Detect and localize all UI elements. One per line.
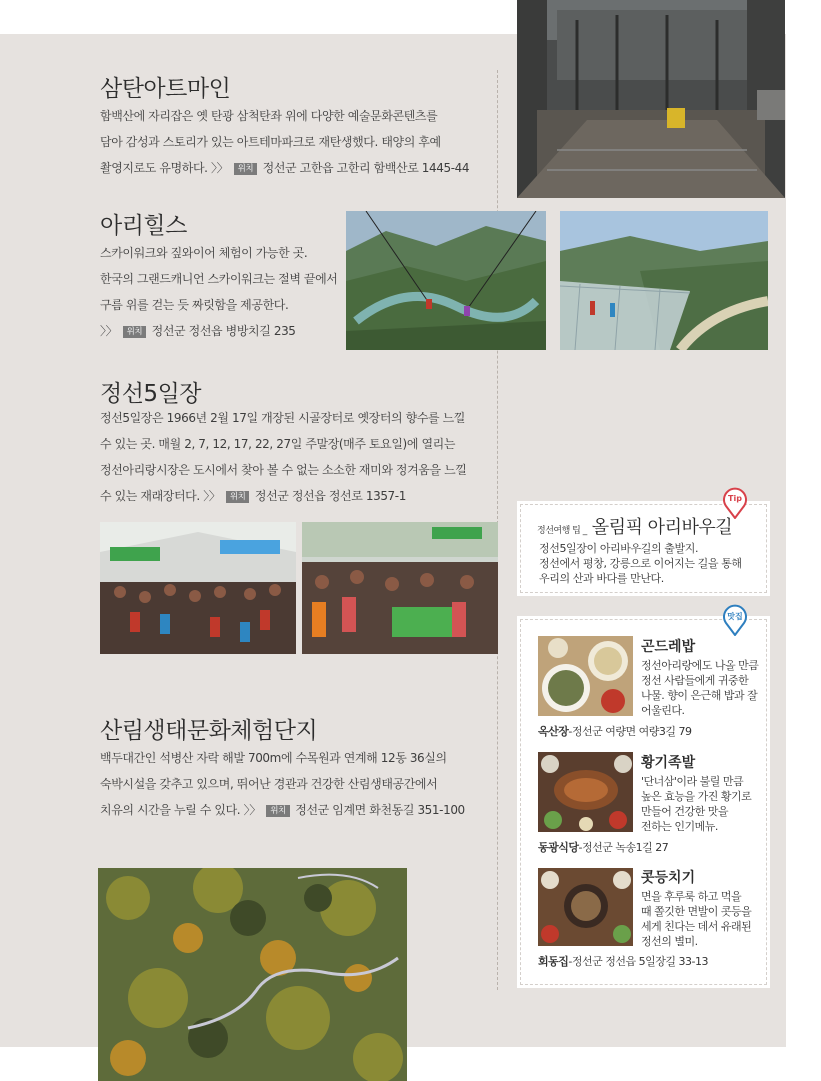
food-desc-line: 세게 친다는 데서 유래된 (641, 920, 752, 933)
body-line: 한국의 그랜드캐니언 스카이워크는 절벽 끝에서 (100, 272, 338, 286)
food-location-2 (538, 839, 668, 855)
body-line: 스카이워크와 짚와이어 체험이 가능한 곳. (100, 246, 308, 260)
food-desc-line: 정선 사람들에게 귀중한 (641, 674, 749, 687)
arrow-icon: 〉〉 (210, 161, 229, 175)
location-badge: 위치 (266, 805, 290, 817)
food-desc-line: '단너삼'이라 불릴 만큼 (641, 775, 744, 788)
food-desc-line: 어울린다. (641, 704, 685, 717)
section-body-forest (100, 745, 465, 823)
food-name-1: 곤드레밥 (641, 639, 696, 655)
location-address: 정선군 고한읍 고한리 함백산로 1445-44 (262, 161, 470, 175)
section-title-arihills: 아리힐스 (100, 213, 187, 239)
tip-line: 정선5일장이 아리바우길의 출발지. (539, 542, 699, 555)
skywalk-photo (560, 211, 768, 350)
tip-line: 우리의 산과 바다를 만난다. (539, 572, 664, 585)
food-desc-3 (641, 889, 751, 949)
section-title-samtan: 삼탄아트마인 (100, 76, 231, 102)
food-desc-1 (641, 658, 758, 718)
tip-pin-icon (722, 487, 748, 519)
forest-aerial-photo (98, 868, 407, 1081)
food-desc-2 (641, 774, 751, 834)
tip-title: 올림픽 아리바우길 (591, 517, 733, 538)
tip-heading (537, 513, 732, 539)
food-address: -정선군 여량면 여량3길 79 (568, 725, 692, 738)
section-title-forest: 산림생태문화체험단지 (100, 718, 318, 744)
tip-pin-label: Tip (728, 494, 742, 503)
food-address: -정선군 녹송1길 27 (578, 841, 669, 854)
location-badge: 위치 (226, 491, 250, 503)
food-pin-label: 맛집 (727, 612, 743, 621)
body-line: 촬영지로도 유명하다. (100, 161, 208, 175)
food-desc-line: 면을 후루룩 하고 먹을 (641, 890, 742, 903)
food-desc-line: 나물. 향이 은근해 밥과 잘 (641, 689, 758, 702)
body-line: 구름 위를 걷는 듯 짜릿함을 제공한다. (100, 298, 289, 312)
body-line: 수 있는 재래장터다. (100, 489, 200, 503)
location-address: 정선군 정선읍 정선로 1357-1 (254, 489, 406, 503)
tip-line: 정선에서 평창, 강릉으로 이어지는 길을 통해 (539, 557, 742, 570)
market-crowd-photo-2 (302, 522, 498, 654)
food-desc-line: 정선의 별미. (641, 935, 698, 948)
food-desc-line: 정선아리랑에도 나올 만큼 (641, 659, 759, 672)
food-desc-line: 높은 효능을 가진 황기로 (641, 790, 752, 803)
body-line: 백두대간인 석병산 자락 해발 700m에 수목원과 연계해 12동 36실의 (100, 751, 447, 765)
body-line: 수 있는 곳. 매월 2, 7, 12, 17, 22, 27일 주말장(매주 토요일)에 열리는 (100, 437, 456, 451)
body-line: 함백산에 자리잡은 옛 탄광 삼척탄좌 위에 다양한 예술문화콘텐츠를 (100, 109, 438, 123)
food-name-3: 콧등치기 (641, 870, 696, 886)
market-crowd-photo-1 (100, 522, 296, 654)
food-desc-line: 때 쫄깃한 면발이 콧등을 (641, 905, 752, 918)
zipline-photo (346, 211, 546, 350)
body-line: 숙박시설을 갖추고 있으며, 뛰어난 경관과 건강한 산림생태공간에서 (100, 777, 438, 791)
food-desc-line: 전하는 인기메뉴. (641, 820, 718, 833)
samtan-artmine-photo (517, 0, 785, 198)
food-desc-line: 만들어 건강한 맛을 (641, 805, 729, 818)
arrow-icon: 〉〉 (203, 489, 221, 503)
body-line: 정선5일장은 1966년 2월 17일 개장된 시골장터로 옛장터의 향수를 느낄 (100, 411, 465, 425)
section-body-market (100, 405, 467, 509)
location-address: 정선군 정선읍 병방치길 235 (151, 324, 296, 338)
location-address: 정선군 임계면 화천동길 351-100 (295, 803, 465, 817)
food-place: 회동집 (538, 955, 569, 968)
tip-label: 정선여행 팁 _ (537, 526, 587, 536)
gondre-rice-photo (538, 636, 633, 716)
section-body-arihills (100, 240, 338, 344)
hwanggi-jokbal-photo (538, 752, 633, 832)
location-badge: 위치 (234, 163, 258, 175)
food-name-2: 황기족발 (641, 755, 696, 771)
kotdeungchigi-photo (538, 868, 633, 946)
tip-body (539, 541, 742, 586)
location-badge: 위치 (123, 326, 147, 338)
food-place: 옥산장 (538, 725, 569, 738)
section-title-market: 정선5일장 (100, 381, 202, 407)
food-location-3 (538, 953, 708, 969)
food-location-1 (538, 723, 691, 739)
body-line: 정선아리랑시장은 도시에서 찾아 볼 수 없는 소소한 재미와 정겨움을 느낄 (100, 463, 467, 477)
food-pin-icon (722, 604, 748, 636)
arrow-icon: 〉〉 (243, 803, 261, 817)
arrow-icon: 〉〉 (100, 324, 118, 338)
food-address: -정선군 정선읍 5일장길 33-13 (568, 955, 708, 968)
body-line: 담아 감성과 스토리가 있는 아트테마파크로 재탄생했다. 태양의 후예 (100, 135, 441, 149)
food-place: 동광식당 (538, 841, 579, 854)
section-body-samtan (100, 103, 469, 181)
body-line: 치유의 시간을 누릴 수 있다. (100, 803, 241, 817)
